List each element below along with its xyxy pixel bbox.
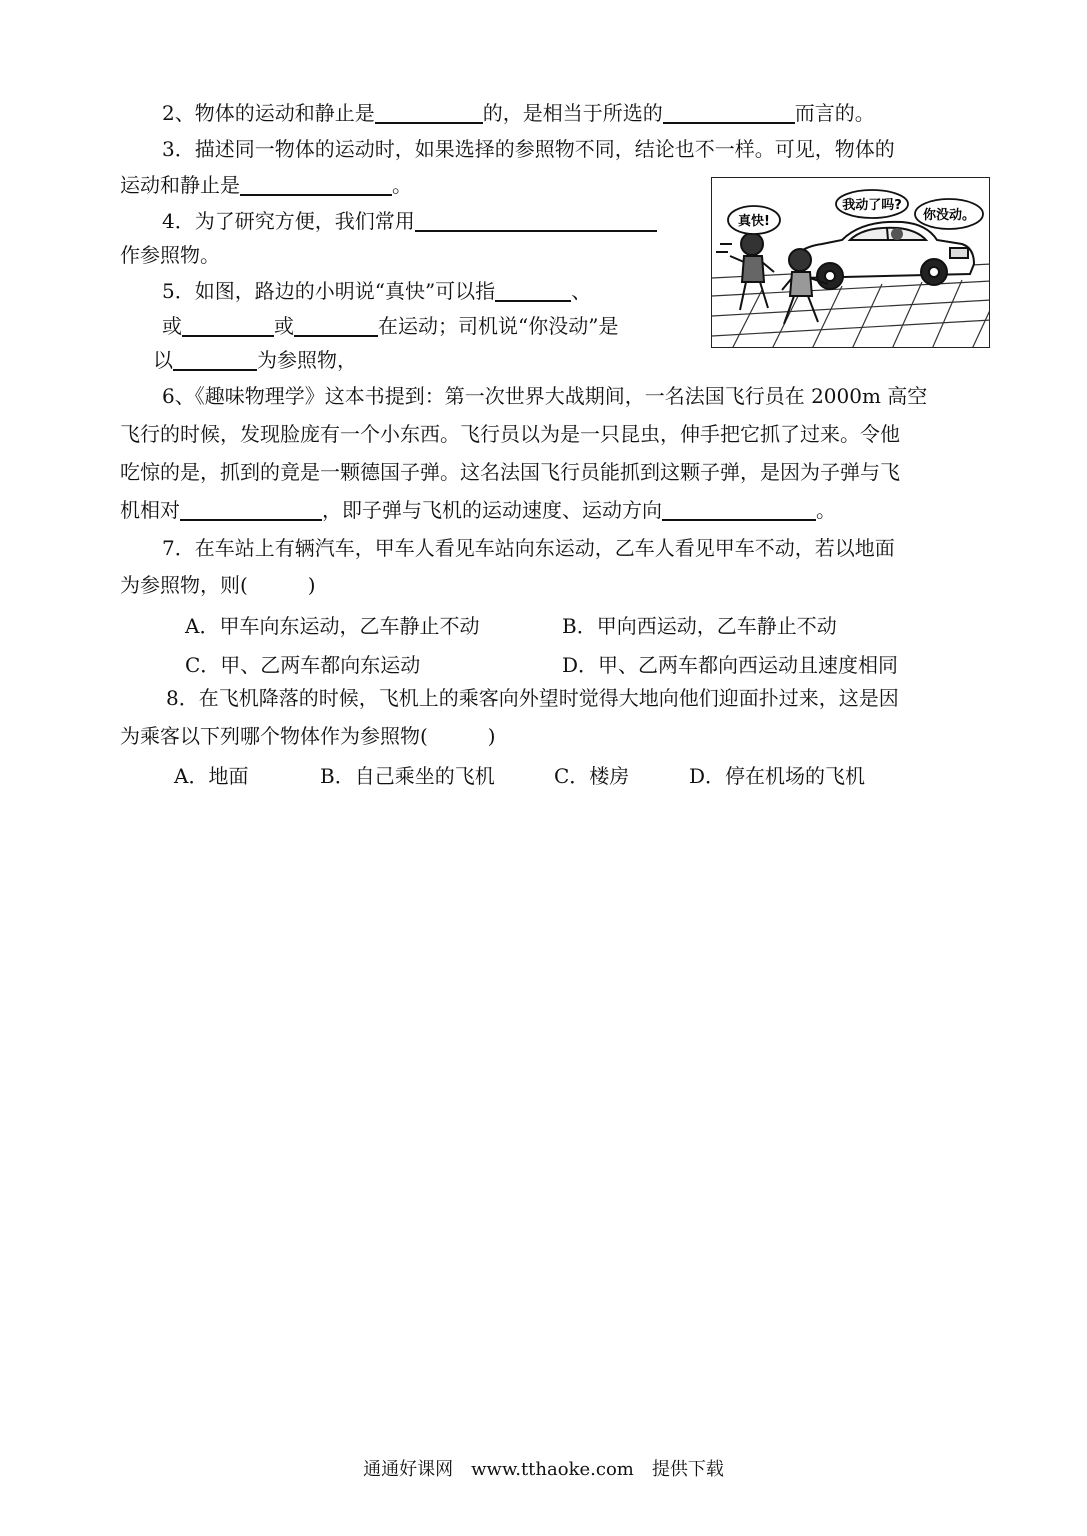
q7-option-a[interactable]: A．甲车向东运动，乙车静止不动 [185, 614, 480, 638]
q2-text-a: 2、物体的运动和静止是 [162, 101, 375, 125]
q5-blank-4[interactable] [173, 349, 257, 371]
q5-text-g: 为参照物， [257, 348, 357, 372]
q5-text-c: 或 [162, 314, 182, 338]
question-4-line-1 [162, 209, 657, 233]
question-2 [162, 101, 875, 125]
question-6-line-4 [120, 498, 836, 522]
q5-blank-2[interactable] [182, 315, 274, 337]
question-8-line-2: 为乘客以下列哪个物体作为参照物( ) [120, 724, 496, 748]
q6-blank-1[interactable] [180, 499, 322, 521]
question-6-line-2: 飞行的时候，发现脸庞有一个小东西。飞行员以为是一只昆虫，伸手把它抓了过来。令他 [120, 422, 900, 446]
car-cartoon-figure [711, 177, 990, 348]
question-3-line-1: 3．描述同一物体的运动时，如果选择的参照物不同，结论也不一样。可见，物体的 [162, 137, 895, 161]
q4-text-a: 4．为了研究方便，我们常用 [162, 209, 415, 233]
question-5-line-1 [162, 279, 591, 303]
q4-blank[interactable] [415, 210, 657, 232]
q3-blank[interactable] [240, 174, 392, 196]
q5-text-f: 以 [153, 348, 173, 372]
q3-text-b: 。 [392, 173, 412, 197]
question-6-line-1: 6、《趣味物理学》这本书提到：第一次世界大战期间，一名法国飞行员在 2000m 高空 [162, 384, 928, 408]
question-8-line-1: 8．在飞机降落的时候，飞机上的乘客向外望时觉得大地向他们迎面扑过来，这是因 [166, 686, 899, 710]
q6-text-a: 机相对 [120, 498, 180, 522]
page-footer: 通通好课网 www.tthaoke.com 提供下载 [363, 1459, 724, 1480]
question-5-line-3 [153, 348, 357, 372]
bubble-left-text: 真快! [738, 214, 770, 229]
speed-lines [716, 244, 732, 252]
driver-head [891, 228, 903, 240]
car-shape [792, 222, 974, 289]
q5-text-b: 、 [571, 279, 592, 303]
q8-option-d[interactable]: D．停在机场的飞机 [689, 764, 866, 788]
q3-text-a: 运动和静止是 [120, 173, 240, 197]
q2-text-c: 而言的。 [794, 101, 875, 125]
q6-text-b: ，即子弹与飞机的运动速度、运动方向 [322, 498, 662, 522]
bubble-right-text: 你没动。 [922, 208, 976, 223]
q5-text-e: 在运动；司机说“你没动”是 [378, 314, 619, 338]
q7-option-d[interactable]: D．甲、乙两车都向西运动且速度相同 [562, 653, 899, 677]
q5-text-a: 5．如图，路边的小明说“真快”可以指 [162, 279, 496, 303]
car-cartoon-illustration [712, 178, 990, 348]
q5-blank-1[interactable] [495, 280, 571, 302]
question-3-line-2 [120, 173, 412, 197]
question-7-line-2: 为参照物，则( ) [120, 573, 316, 597]
q7-option-b[interactable]: B．甲向西运动，乙车静止不动 [562, 614, 837, 638]
question-6-line-3: 吃惊的是，抓到的竟是一颗德国子弹。这名法国飞行员能抓到这颗子弹，是因为子弹与飞 [120, 460, 900, 484]
question-7-line-1: 7．在车站上有辆汽车，甲车人看见车站向东运动，乙车人看见甲车不动，若以地面 [162, 536, 895, 560]
question-4-line-2: 作参照物。 [120, 243, 220, 267]
q2-blank-2[interactable] [663, 102, 795, 124]
q8-option-b[interactable]: B．自己乘坐的飞机 [320, 764, 495, 788]
question-5-line-2 [162, 314, 618, 338]
q5-blank-3[interactable] [294, 315, 378, 337]
q6-blank-2[interactable] [662, 499, 816, 521]
q5-text-d: 或 [274, 314, 294, 338]
q8-option-c[interactable]: C．楼房 [554, 764, 630, 788]
q7-option-c[interactable]: C．甲、乙两车都向东运动 [185, 653, 421, 677]
q6-text-c: 。 [816, 498, 836, 522]
q8-option-a[interactable]: A．地面 [174, 764, 249, 788]
q2-text-b: 的，是相当于所选的 [482, 101, 663, 125]
bubble-mid-text: 我动了吗? [842, 198, 902, 213]
q2-blank-1[interactable] [375, 102, 483, 124]
boy-1 [730, 233, 774, 310]
